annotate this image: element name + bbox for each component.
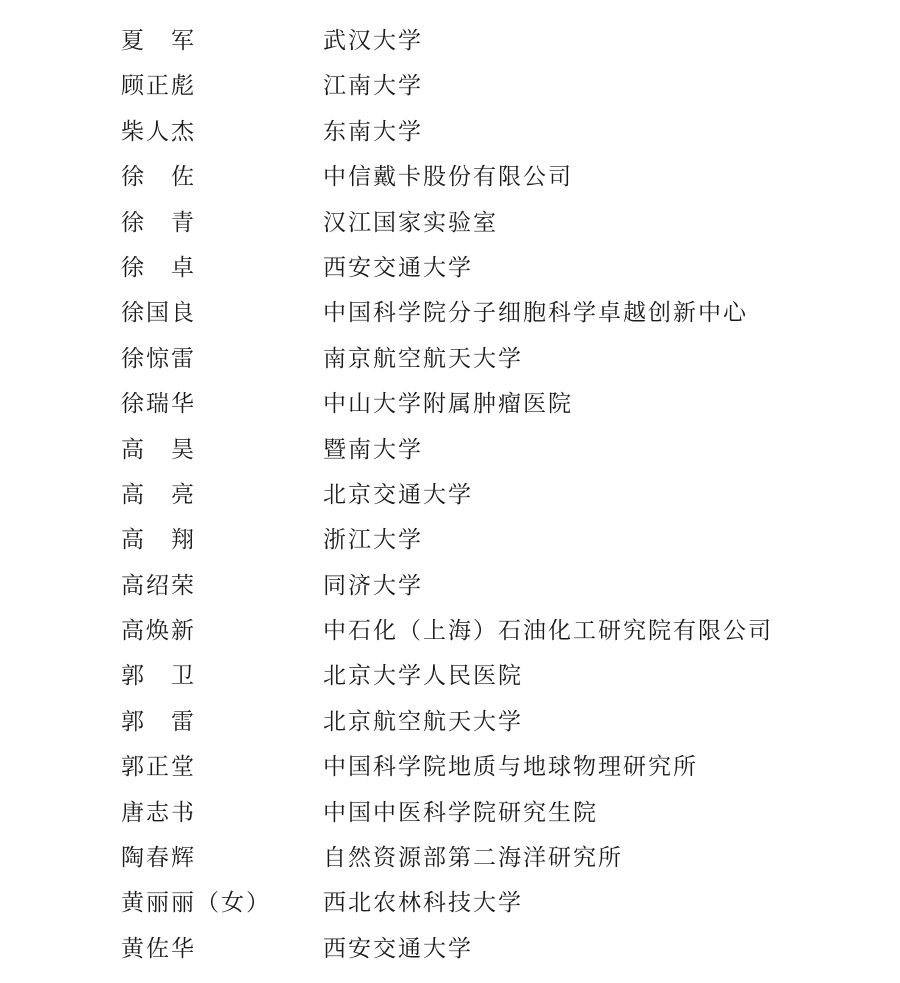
list-item xyxy=(0,382,900,427)
list-item xyxy=(0,110,900,155)
member-organization: 北京大学人民医院 xyxy=(323,663,523,690)
member-organization: 中石化（上海）石油化工研究院有限公司 xyxy=(323,618,773,645)
list-item xyxy=(0,473,900,518)
list-item xyxy=(0,518,900,563)
member-organization: 北京交通大学 xyxy=(323,481,473,508)
member-name: 高 昊 xyxy=(121,436,196,463)
member-name: 高 翔 xyxy=(121,527,196,554)
member-name: 徐瑞华 xyxy=(121,391,196,418)
member-organization: 北京航空航天大学 xyxy=(323,708,523,735)
member-organization: 东南大学 xyxy=(323,118,423,145)
list-item xyxy=(0,246,900,291)
list-item xyxy=(0,428,900,473)
member-name: 徐 卓 xyxy=(121,254,196,281)
list-item xyxy=(0,791,900,836)
member-name: 顾正彪 xyxy=(121,73,196,100)
member-name: 夏 军 xyxy=(121,28,196,54)
member-organization: 浙江大学 xyxy=(323,527,423,554)
member-name: 黄丽丽（女） xyxy=(121,890,271,917)
member-organization: 暨南大学 xyxy=(323,436,423,463)
member-name: 柴人杰 xyxy=(121,118,196,145)
list-item xyxy=(0,19,900,64)
member-name: 郭 卫 xyxy=(121,663,196,690)
list-item xyxy=(0,927,900,972)
list-item xyxy=(0,64,900,109)
member-list xyxy=(0,19,900,972)
member-organization: 中国科学院分子细胞科学卓越创新中心 xyxy=(323,300,748,327)
list-item xyxy=(0,836,900,881)
member-organization: 中国中医科学院研究生院 xyxy=(323,799,598,826)
member-organization: 中国科学院地质与地球物理研究所 xyxy=(323,754,698,781)
member-organization: 汉江国家实验室 xyxy=(323,209,498,236)
member-organization: 同济大学 xyxy=(323,572,423,599)
member-name: 徐惊雷 xyxy=(121,345,196,372)
member-organization: 中信戴卡股份有限公司 xyxy=(323,164,573,191)
member-organization: 江南大学 xyxy=(323,73,423,100)
member-name: 徐 青 xyxy=(121,209,196,236)
list-item xyxy=(0,881,900,926)
member-name: 高绍荣 xyxy=(121,572,196,599)
member-organization: 西安交通大学 xyxy=(323,935,473,962)
member-organization: 武汉大学 xyxy=(323,28,423,54)
list-item xyxy=(0,337,900,382)
member-name: 唐志书 xyxy=(121,799,196,826)
member-organization: 中山大学附属肿瘤医院 xyxy=(323,391,573,418)
member-name: 徐 佐 xyxy=(121,164,196,191)
list-item xyxy=(0,745,900,790)
list-item xyxy=(0,155,900,200)
member-name: 郭正堂 xyxy=(121,754,196,781)
member-name: 高 亮 xyxy=(121,481,196,508)
member-organization: 南京航空航天大学 xyxy=(323,345,523,372)
list-item xyxy=(0,654,900,699)
member-name: 徐国良 xyxy=(121,300,196,327)
member-organization: 西北农林科技大学 xyxy=(323,890,523,917)
member-name: 陶春辉 xyxy=(121,845,196,872)
member-organization: 西安交通大学 xyxy=(323,254,473,281)
list-item xyxy=(0,291,900,336)
member-organization: 自然资源部第二海洋研究所 xyxy=(323,845,623,872)
member-name: 郭 雷 xyxy=(121,708,196,735)
list-item xyxy=(0,700,900,745)
list-item xyxy=(0,609,900,654)
member-name: 高焕新 xyxy=(121,618,196,645)
list-item xyxy=(0,564,900,609)
member-name: 黄佐华 xyxy=(121,935,196,962)
list-item xyxy=(0,201,900,246)
